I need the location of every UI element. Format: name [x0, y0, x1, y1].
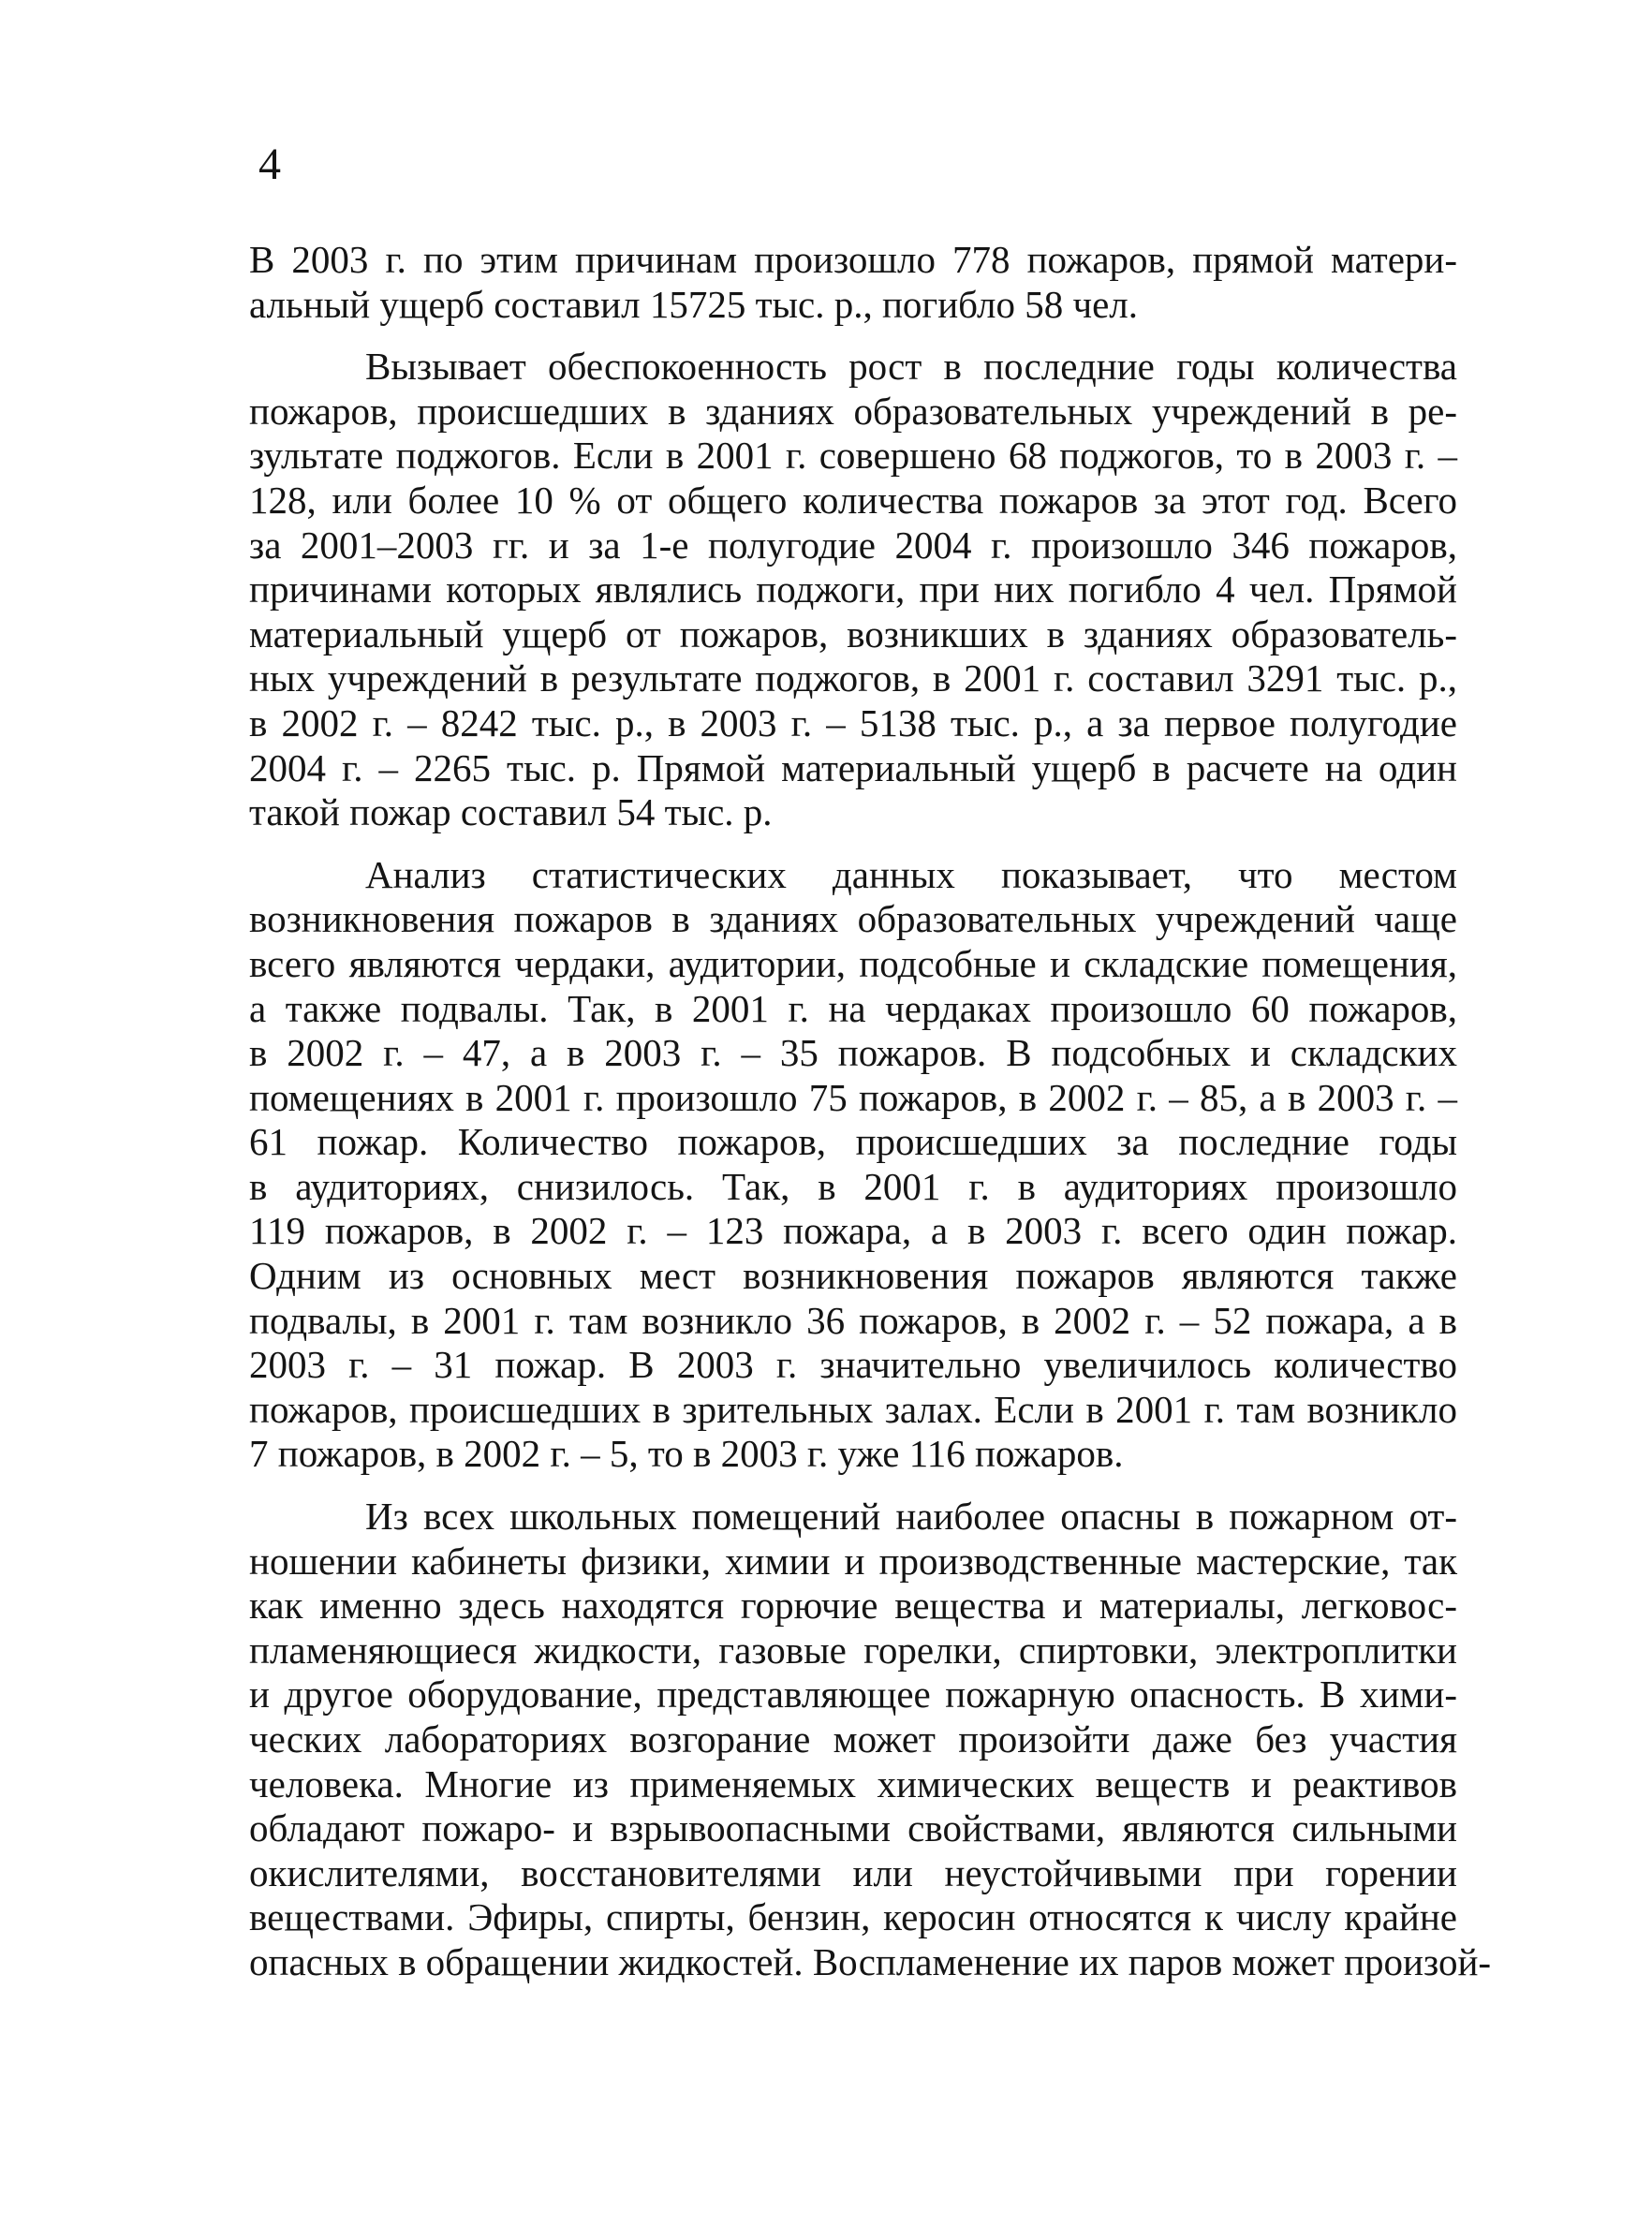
text-line: 119 пожаров, в 2002 г. – 123 пожара, а в 2003 г. всего один пожар.: [249, 1209, 1457, 1253]
text-line: материальный ущерб от пожаров, возникших в зданиях образователь-: [249, 612, 1457, 656]
text-line: Из всех школьных помещений наиболее опасны в пожарном от-: [365, 1495, 1457, 1539]
paragraph: [249, 853, 1457, 1477]
text-line: 7 пожаров, в 2002 г. – 5, то в 2003 г. уже 116 пожаров.: [249, 1432, 1124, 1476]
text-line: 2003 г. – 31 пожар. В 2003 г. значительно увеличилось количество: [249, 1343, 1457, 1387]
text-line: в аудиториях, снизилось. Так, в 2001 г. в аудиториях произошло: [249, 1164, 1457, 1208]
text-line: Анализ статистических данных показывает, что местом: [365, 852, 1457, 896]
text-line: окислителями, восстановителями или неустойчивыми при горении: [249, 1850, 1457, 1894]
text-line: как именно здесь находятся горючие вещества и материалы, легковос-: [249, 1584, 1457, 1628]
text-line: причинами которых являлись поджоги, при них погибло 4 чел. Прямой: [249, 567, 1457, 612]
text-line: 128, или более 10 % от общего количества пожаров за этот год. Всего: [249, 478, 1457, 522]
text-line: человека. Многие из применяемых химических веществ и реактивов: [249, 1761, 1457, 1805]
text-line: Вызывает обеспокоенность рост в последние годы количества: [365, 345, 1457, 389]
text-line: 2004 г. – 2265 тыс. р. Прямой материальный ущерб в расчете на один: [249, 745, 1457, 789]
text-line: и другое оборудование, представляющее пожарную опасность. В хими-: [249, 1673, 1457, 1717]
text-line: ношении кабинеты физики, химии и производственные мастерские, так: [249, 1539, 1457, 1583]
text-line: в 2002 г. – 8242 тыс. р., в 2003 г. – 5138 тыс. р., а за первое полугодие: [249, 700, 1457, 744]
text-line: пожаров, происшедших в зданиях образовательных учреждений в ре-: [249, 389, 1457, 433]
text-line: ных учреждений в результате поджогов, в 2001 г. составил 3291 тыс. р.,: [249, 656, 1457, 700]
text-line: ческих лабораториях возгорание может произойти даже без участия: [249, 1717, 1457, 1761]
text-line: альный ущерб составил 15725 тыс. р., погибло 58 чел.: [249, 282, 1139, 326]
text-line: в 2002 г. – 47, а в 2003 г. – 35 пожаров. В подсобных и складских: [249, 1031, 1457, 1075]
body-text: [249, 238, 1492, 1985]
paragraph: [249, 345, 1457, 835]
paragraph: [249, 1495, 1492, 1985]
text-line: возникновения пожаров в зданиях образовательных учреждений чаще: [249, 897, 1457, 941]
text-line: всего являются чердаки, аудитории, подсобные и складские помещения,: [249, 941, 1457, 985]
text-line: опасных в обращении жидкостей. Воспламенение их паров может произой-: [249, 1939, 1492, 1983]
text-line: помещениях в 2001 г. произошло 75 пожаров, в 2002 г. – 85, а в 2003 г. –: [249, 1075, 1457, 1119]
text-line: пожаров, происшедших в зрительных залах. Если в 2001 г. там возникло: [249, 1387, 1457, 1431]
paragraph: [249, 238, 1457, 327]
text-line: 61 пожар. Количество пожаров, происшедших за последние годы: [249, 1120, 1457, 1164]
text-line: обладают пожаро- и взрывоопасными свойствами, являются сильными: [249, 1806, 1457, 1850]
text-line: пламеняющиеся жидкости, газовые горелки, спиртовки, электроплитки: [249, 1628, 1457, 1672]
text-line: подвалы, в 2001 г. там возникло 36 пожаров, в 2002 г. – 52 пожара, а в: [249, 1298, 1457, 1342]
text-line: за 2001–2003 гг. и за 1-е полугодие 2004 г. произошло 346 пожаров,: [249, 523, 1457, 567]
text-line: веществами. Эфиры, спирты, бензин, керосин относятся к числу крайне: [249, 1895, 1457, 1939]
text-line: такой пожар составил 54 тыс. р.: [249, 790, 773, 834]
text-line: зультате поджогов. Если в 2001 г. совершено 68 поджогов, то в 2003 г. –: [249, 434, 1457, 478]
text-line: Одним из основных мест возникновения пожаров являются также: [249, 1254, 1457, 1298]
text-line: а также подвалы. Так, в 2001 г. на чердаках произошло 60 пожаров,: [249, 986, 1457, 1030]
text-line: В 2003 г. по этим причинам произошло 778 пожаров, прямой матери-: [249, 238, 1457, 281]
page-number: 4: [258, 140, 281, 189]
